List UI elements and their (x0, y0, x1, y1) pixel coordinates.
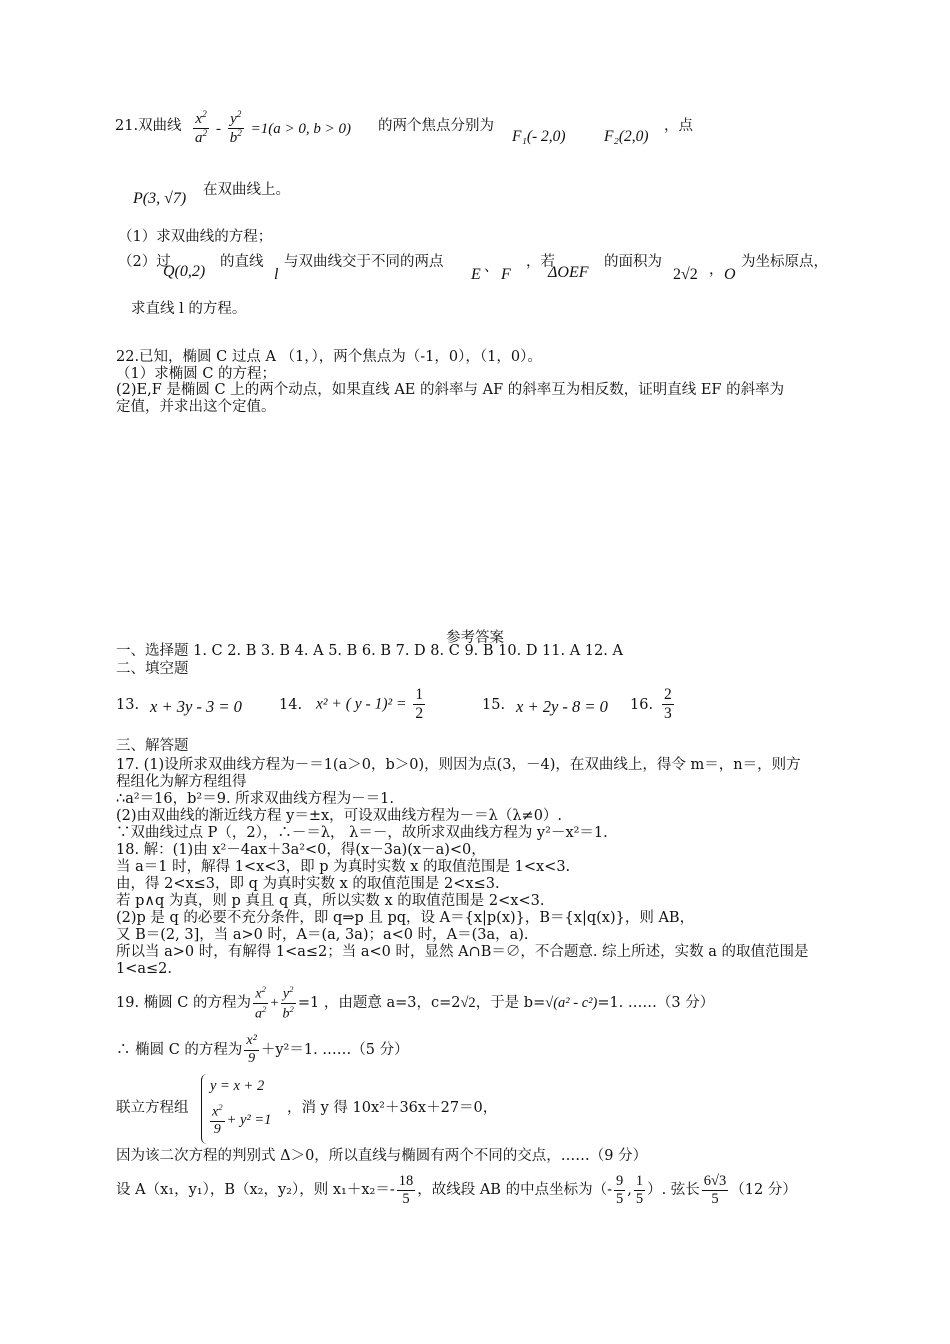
q21-point-e: E (471, 266, 481, 283)
q22-line4: 定值，并求出这个定值。 (116, 399, 276, 415)
q21-point-p: P(3, √7) (133, 190, 187, 207)
s18-line4: 若 p∧q 为真，则 p 真且 q 真，所以实数 x 的取值范围是 2<x<3. (116, 893, 545, 909)
q21-part2-h: 的面积为 (604, 254, 662, 270)
s19-line3-label: 联立方程组 (116, 1100, 189, 1116)
s17-line3: ∴a²＝16，b²＝9. 所求双曲线方程为－＝1. (116, 791, 395, 807)
q21-number: 21. (115, 118, 139, 134)
s17-line4: (2)由双曲线的渐近线方程 y＝±x，可设双曲线方程为－＝λ（λ≠0）. (116, 808, 563, 824)
q21-foci-text: 的两个焦点分别为 (378, 118, 494, 134)
a16-label: 16. (630, 697, 654, 713)
q21-part2-last: 求直线 l 的方程。 (131, 301, 247, 317)
q22-line3: (2)E,F 是椭圆 C 上的两个动点，如果直线 AE 的斜率与 AF 的斜率互为相反数，证明直线 EF 的斜率为 (116, 382, 785, 398)
q21-part2-a: （2）过 (118, 254, 171, 270)
q21-part2-g: ，若 (526, 254, 555, 270)
q22-line2: （1）求椭圆 C 的方程； (116, 366, 277, 382)
answers-fill-header: 二、填空题 (116, 661, 189, 677)
q21-line-l: l (274, 266, 279, 283)
q21-focus-f1: F₁(- 2,0) (512, 128, 566, 145)
a16-answer: $\frac{2}{3}$ (664, 686, 672, 722)
s18-line3: 由，得 2<x≤3，即 q 为真时实数 x 的取值范围是 2<x≤3. (116, 876, 500, 892)
s18-line7: 所以当 a>0 时，有解得 1<a≤2；当 a<0 时，显然 A∩B＝∅，不合题意. 综上所述，实数 a 的取值范围是 (116, 944, 809, 960)
q22-line1: 22.已知，椭圆 C 过点 A （1，），两个焦点为（-1，0），（1，0）。 (116, 349, 542, 365)
s18-line2: 当 a＝1 时，解得 1<x<3，即 p 为真时实数 x 的取值范围是 1<x<3. (116, 859, 571, 875)
s17-line5: ∵双曲线过点 P（，2），∴－＝λ， λ＝－，故所求双曲线方程为 y²－x²＝1. (116, 825, 608, 841)
system-eq2: $\frac{x^2}{9}$ + y² =1 (212, 1102, 272, 1137)
answers-multiple-choice: 一、选择题 1. C 2. B 3. B 4. A 5. B 6. B 7. D 8. C 9. B 10. D 11. A 12. A (116, 643, 623, 659)
answers-solve-header: 三、解答题 (116, 738, 189, 754)
q21-point-q: Q(0,2) (163, 263, 206, 280)
a15-label: 15. (482, 697, 506, 713)
q21-hyperbola-equation: $\frac{x^2}{a^2}$ - $\frac{y^2}{b^2}$ =1(a > 0, b > 0) (195, 110, 352, 147)
s18-line5: (2)p 是 q 的必要不充分条件，即 q⇒p 且 pq，设 A＝{x|p(x)}，B＝{x|q(x)}，则 AB， (116, 910, 695, 926)
s19-line5: 设 A（x₁，y₁），B（x₂，y₂），则 x₁＋x₂＝- $\frac{18}{5}$ ，故线段 AB 的中点坐标为（- $\frac{9}{5}$ , $\frac{1}{5}$ ）. 弦长 $\frac{6√3}{5}$ （12 分） (116, 1172, 797, 1207)
q21-area-value: 2√2 (673, 266, 698, 283)
s19-line3-rest: ，消 y 得 10x²＋36x＋27＝0， (287, 1100, 498, 1116)
q21-part1: （1）求双曲线的方程； (118, 229, 273, 245)
q21-part2-c: 与双曲线交于不同的两点 (284, 254, 444, 270)
s18-line8: 1<a≤2. (116, 961, 173, 977)
q21-origin-o: O (724, 266, 736, 283)
a15-answer: x + 2y - 8 = 0 (516, 697, 608, 716)
a13-label: 13. (116, 697, 140, 713)
q21-part2-i: 为坐标原点， (741, 254, 828, 270)
s17-line1: 17. (1)设所求双曲线方程为－＝1(a＞0，b＞0)，则因为点(3，－4)，在双曲线上，得令 m＝，n＝，则方 (116, 757, 801, 773)
answers-title: 参考答案 (446, 630, 504, 646)
q21-point-word: ，点 (664, 118, 693, 134)
q21-triangle-oef: ΔOEF (548, 264, 589, 281)
a13-answer: x + 3y - 3 = 0 (150, 697, 242, 716)
system-eq1: y = x + 2 (210, 1078, 265, 1094)
q21-part2-b: 的直线 (220, 254, 264, 270)
q21-part2-d: 、 (484, 259, 499, 275)
q21-equation-rhs: =1(a > 0, b > 0) (250, 120, 352, 137)
s17-line2: 程组化为解方程组得 (116, 774, 247, 790)
s18-line6: 又 B＝(2, 3]，当 a>0 时，A＝(a, 3a)；a<0 时，A＝(3a，a). (116, 927, 529, 943)
q21-comma: ， (709, 262, 724, 278)
q21-on-curve: 在双曲线上。 (203, 182, 290, 198)
q21-line1 (115, 118, 182, 135)
q21-point-f: F (501, 266, 511, 283)
q21-intro: 双曲线 (138, 118, 182, 134)
s19-line2: ∴ 椭圆 C 的方程为 $\frac{\text{x²}}{9}$ ＋y²＝1. ……（5 分） (116, 1033, 409, 1066)
a14-answer: x² + ( y - 1)² = $\frac{1}{2}$ (316, 686, 424, 722)
s19-line4: 因为该二次方程的判别式 Δ＞0，所以直线与椭圆有两个不同的交点，……（9 分） (116, 1148, 648, 1164)
s19-line1: 19. 椭圆 C 的方程为 $\frac{x^2}{a^2}$ + $\frac{y^2}{b^2}$ =1 ，由题意 a=3，c=2√2，于是 b=√(a² - c²)=1. ……（3 分） (116, 983, 715, 1022)
q21-focus-f2: F₂(2,0) (604, 128, 649, 145)
system-brace (201, 1074, 208, 1144)
a14-label: 14. (279, 697, 303, 713)
s18-line1: 18. 解：(1)由 x²－4ax＋3a²<0，得(x－3a)(x－a)<0， (116, 842, 486, 858)
